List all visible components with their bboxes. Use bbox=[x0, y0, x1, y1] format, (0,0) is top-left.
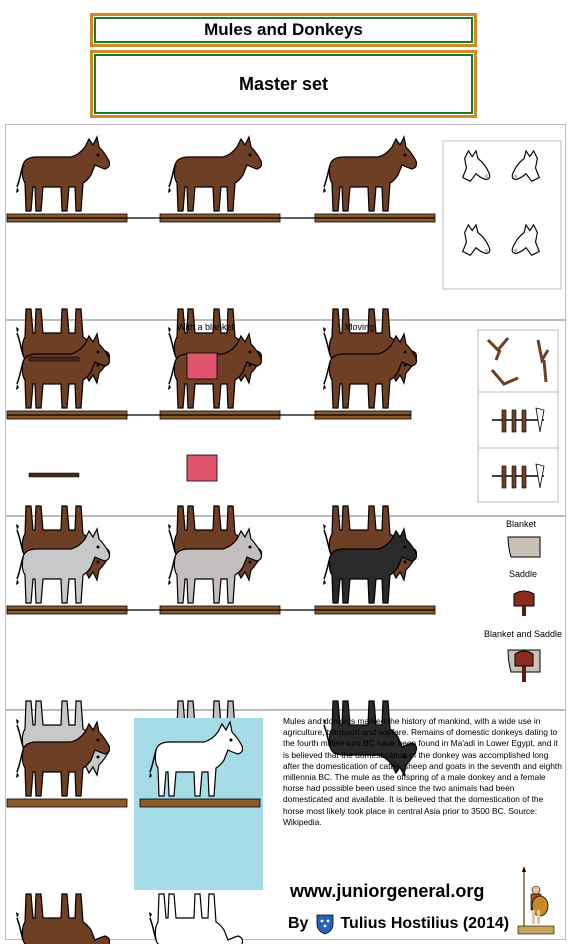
page-title: Mules and Donkeys bbox=[204, 20, 363, 39]
donkey-row-2 bbox=[5, 327, 445, 507]
donkey-row-4-white bbox=[134, 720, 264, 890]
author-name: Tulius Hostilius (2014) bbox=[340, 915, 510, 932]
heads-panel bbox=[443, 141, 563, 289]
page-subtitle: Master set bbox=[238, 73, 329, 94]
blanket-icon bbox=[507, 535, 541, 559]
subtitle-box bbox=[90, 50, 477, 118]
title-box bbox=[90, 13, 477, 47]
blanket-icon bbox=[187, 353, 217, 379]
caption-saddle: Saddle bbox=[509, 569, 538, 579]
author-credit bbox=[288, 913, 509, 935]
stand-base bbox=[7, 799, 127, 807]
legs-panel bbox=[478, 330, 560, 502]
donkey-row-3 bbox=[5, 522, 445, 702]
blanket-saddle-icon bbox=[507, 646, 541, 684]
stand-base bbox=[140, 799, 260, 807]
caption-with-blanket: With a blanket bbox=[177, 322, 235, 332]
saddle-icon bbox=[512, 588, 536, 618]
soldier-icon bbox=[516, 870, 556, 938]
shield-icon bbox=[316, 913, 334, 935]
caption-blanket-and-saddle: Blanket and Saddle bbox=[484, 629, 563, 639]
donkey-row-1 bbox=[5, 130, 445, 310]
donkey-row-4 bbox=[5, 720, 135, 890]
info-text: Mules and donkeys marked the history of mankind, with a wide use in agriculture, transport and warfare. Remains of domestic donkeys dating to the fourth millennium BC have been found in Ma'adi in Lower Egypt, and it is believed that the domestication of the donkey was accomplished long after the domestication of cattle, sheep and goats in the seventh and eighth millennia BC. The mule as the offspring of a male donkey and a female horse had possible been used since the two animals had been domesticated and available. It is believed that the domestication of the horse most likely took place in central Asia prior to 3500 BC. Source: Wikipedia. bbox=[283, 716, 562, 827]
website-link[interactable]: www.juniorgeneral.org bbox=[290, 881, 485, 901]
by-label: By bbox=[288, 915, 309, 932]
caption-blanket: Blanket bbox=[506, 519, 537, 529]
caption-moving: Moving bbox=[345, 322, 375, 332]
